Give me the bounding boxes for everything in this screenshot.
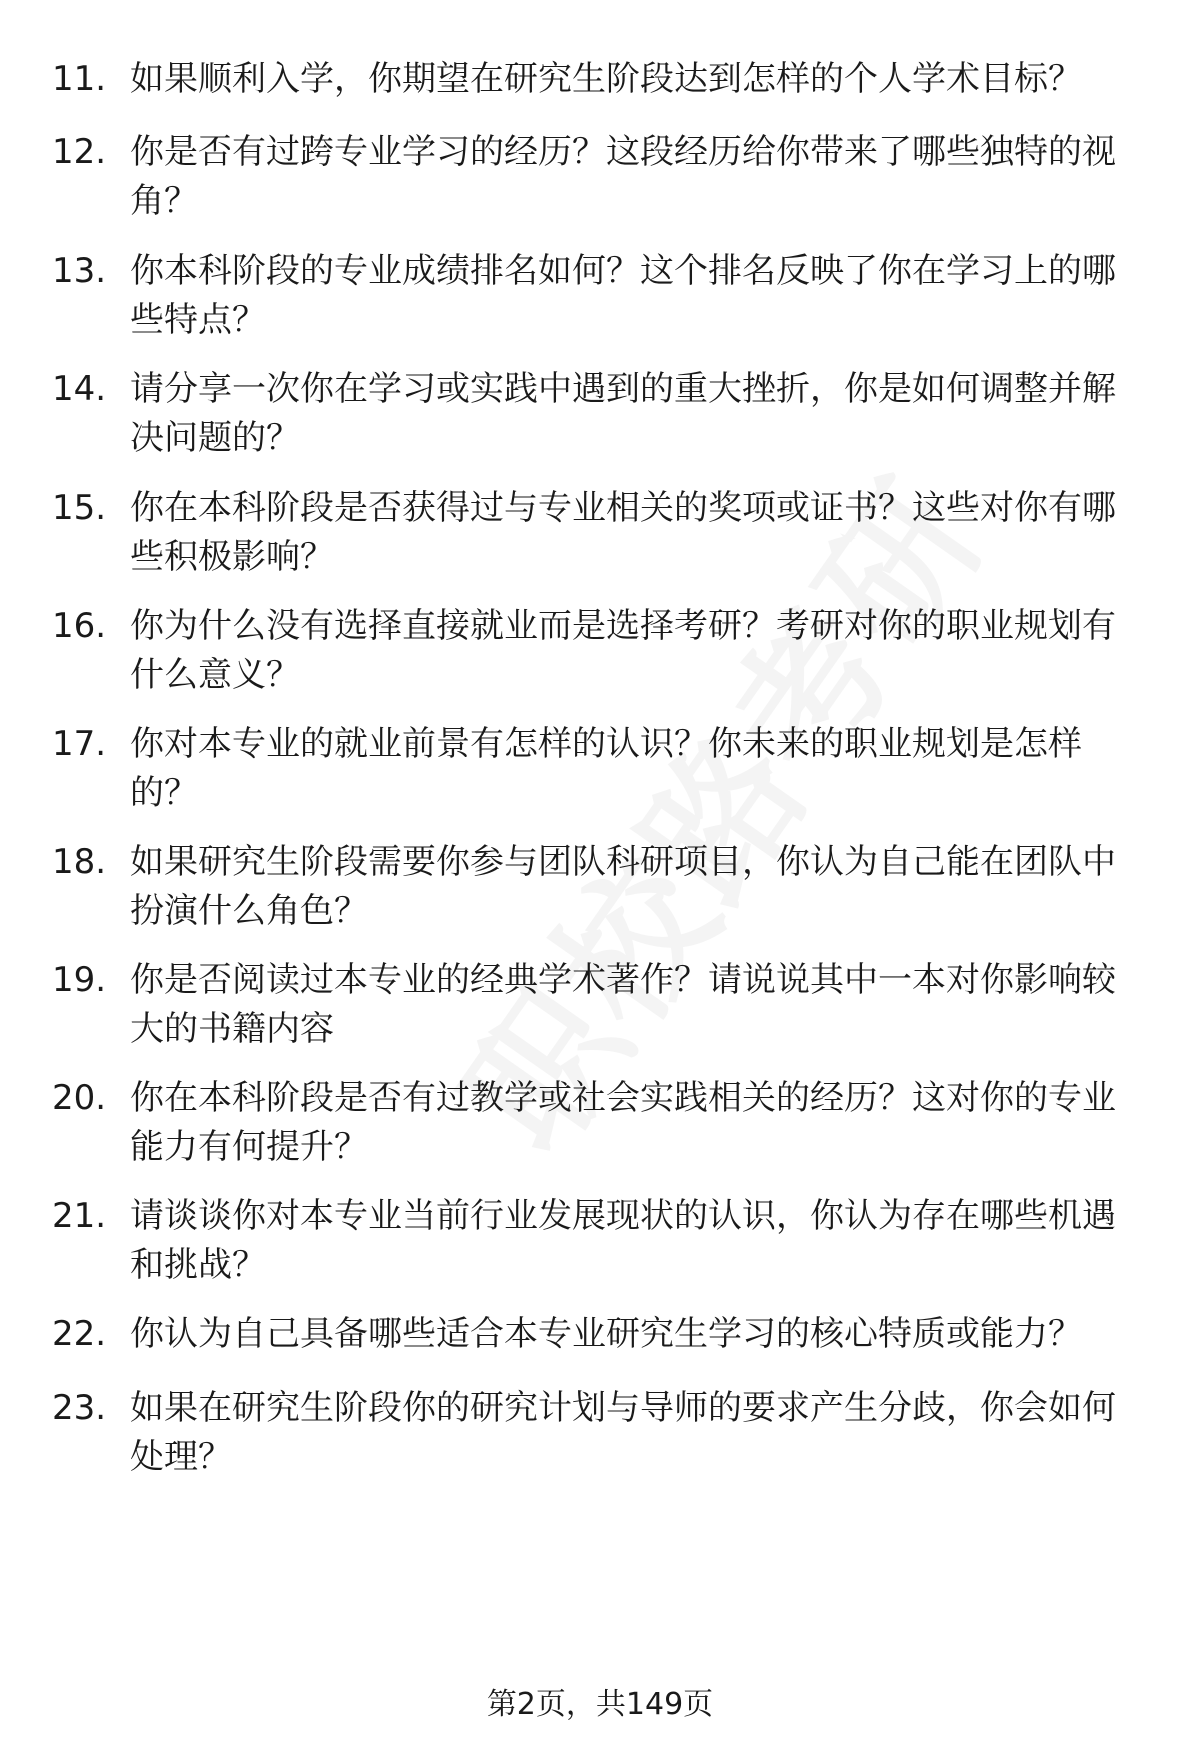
question-number: 11. [52, 59, 107, 99]
question-text: 如果在研究生阶段你的研究计划与导师的要求产生分歧，你会如何处理？ [130, 1388, 1116, 1477]
question-text: 你为什么没有选择直接就业而是选择考研？考研对你的职业规划有什么意义？ [130, 606, 1116, 695]
question-number: 23. [52, 1388, 107, 1428]
question-number: 13. [52, 251, 107, 291]
question-number: 12. [52, 132, 107, 172]
question-text: 你本科阶段的专业成绩排名如何？这个排名反映了你在学习上的哪些特点？ [130, 251, 1116, 340]
question-text: 你认为自己具备哪些适合本专业研究生学习的核心特质或能力？ [130, 1314, 1082, 1354]
question-text: 你对本专业的就业前景有怎样的认识？你未来的职业规划是怎样的？ [130, 724, 1082, 813]
question-number: 19. [52, 960, 107, 1000]
question-number: 16. [52, 606, 107, 646]
question-number: 14. [52, 369, 107, 409]
question-text: 你在本科阶段是否有过教学或社会实践相关的经历？这对你的专业能力有何提升？ [130, 1078, 1116, 1167]
question-text: 如果顺利入学，你期望在研究生阶段达到怎样的个人学术目标？ [130, 59, 1082, 99]
question-text: 如果研究生阶段需要你参与团队科研项目，你认为自己能在团队中扮演什么角色？ [130, 842, 1116, 931]
question-number: 22. [52, 1314, 107, 1354]
question-number: 20. [52, 1078, 107, 1118]
question-number: 21. [52, 1196, 107, 1236]
question-text: 你是否有过跨专业学习的经历？这段经历给你带来了哪些独特的视角？ [130, 132, 1116, 221]
question-text: 请谈谈你对本专业当前行业发展现状的认识，你认为存在哪些机遇和挑战？ [130, 1196, 1116, 1285]
question-number: 17. [52, 724, 107, 764]
question-text: 请分享一次你在学习或实践中遇到的重大挫折，你是如何调整并解决问题的？ [130, 369, 1116, 458]
question-number: 15. [52, 488, 107, 528]
question-text: 你是否阅读过本专业的经典学术著作？请说说其中一本对你影响较大的书籍内容 [130, 960, 1116, 1049]
page-footer: 第2页，共149页 [486, 1687, 714, 1722]
question-number: 18. [52, 842, 107, 882]
question-text: 你在本科阶段是否获得过与专业相关的奖项或证书？这些对你有哪些积极影响？ [130, 488, 1116, 577]
